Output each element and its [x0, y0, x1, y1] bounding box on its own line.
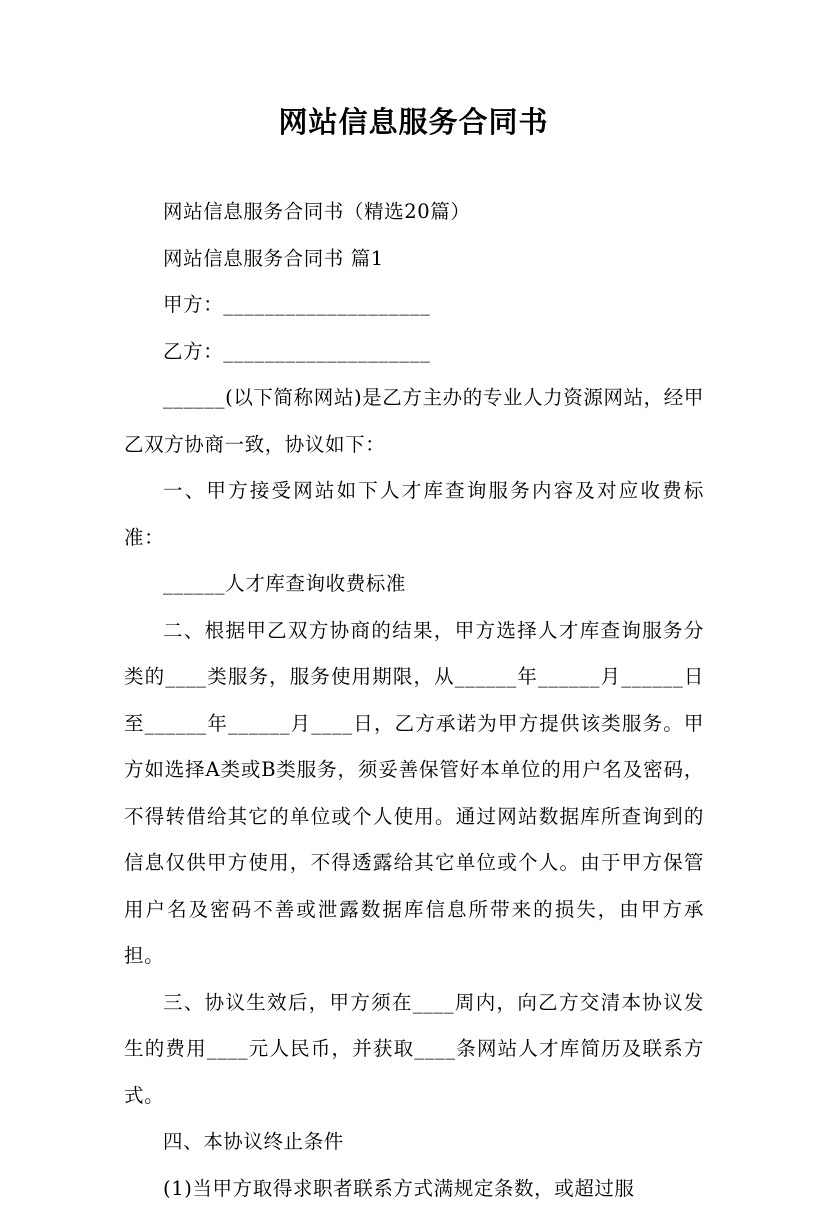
section-heading: 网站信息服务合同书 篇1: [124, 236, 704, 283]
clause-4-heading: 四、本协议终止条件: [124, 1119, 704, 1166]
clause-2: 二、根据甲乙双方协商的结果，甲方选择人才库查询服务分类的____类服务，服务使用期限，从______年______月______日至______年______月____日，乙方承诺为甲方提供该类服务。甲方如选择A类或B类服务，须妥善保管好本单位的用户名及密码，不得转借给其它的单位或个人使用。通过网站数据库所查询到的信息仅供甲方使用，不得透露给其它单位或个人。由于甲方保管用户名及密码不善或泄露数据库信息所带来的损失，由甲方承担。: [124, 608, 704, 980]
subtitle-line: 网站信息服务合同书（精选20篇）: [124, 189, 704, 236]
clause-4-item-1: (1)当甲方取得求职者联系方式满规定条数，或超过服: [124, 1166, 704, 1212]
party-a-line: 甲方：____________________: [124, 282, 704, 329]
party-b-line: 乙方：____________________: [124, 329, 704, 376]
clause-3: 三、协议生效后，甲方须在____周内，向乙方交清本协议发生的费用____元人民币，并获取____条网站人才库简历及联系方式。: [124, 980, 704, 1120]
document-body: [124, 189, 704, 1212]
clause-1: 一、甲方接受网站如下人才库查询服务内容及对应收费标准：: [124, 468, 704, 561]
fee-standard-line: ______人才库查询收费标准: [124, 561, 704, 608]
document-title: 网站信息服务合同书: [0, 100, 827, 144]
intro-paragraph: ______(以下简称网站)是乙方主办的专业人力资源网站，经甲乙双方协商一致，协议如下：: [124, 375, 704, 468]
